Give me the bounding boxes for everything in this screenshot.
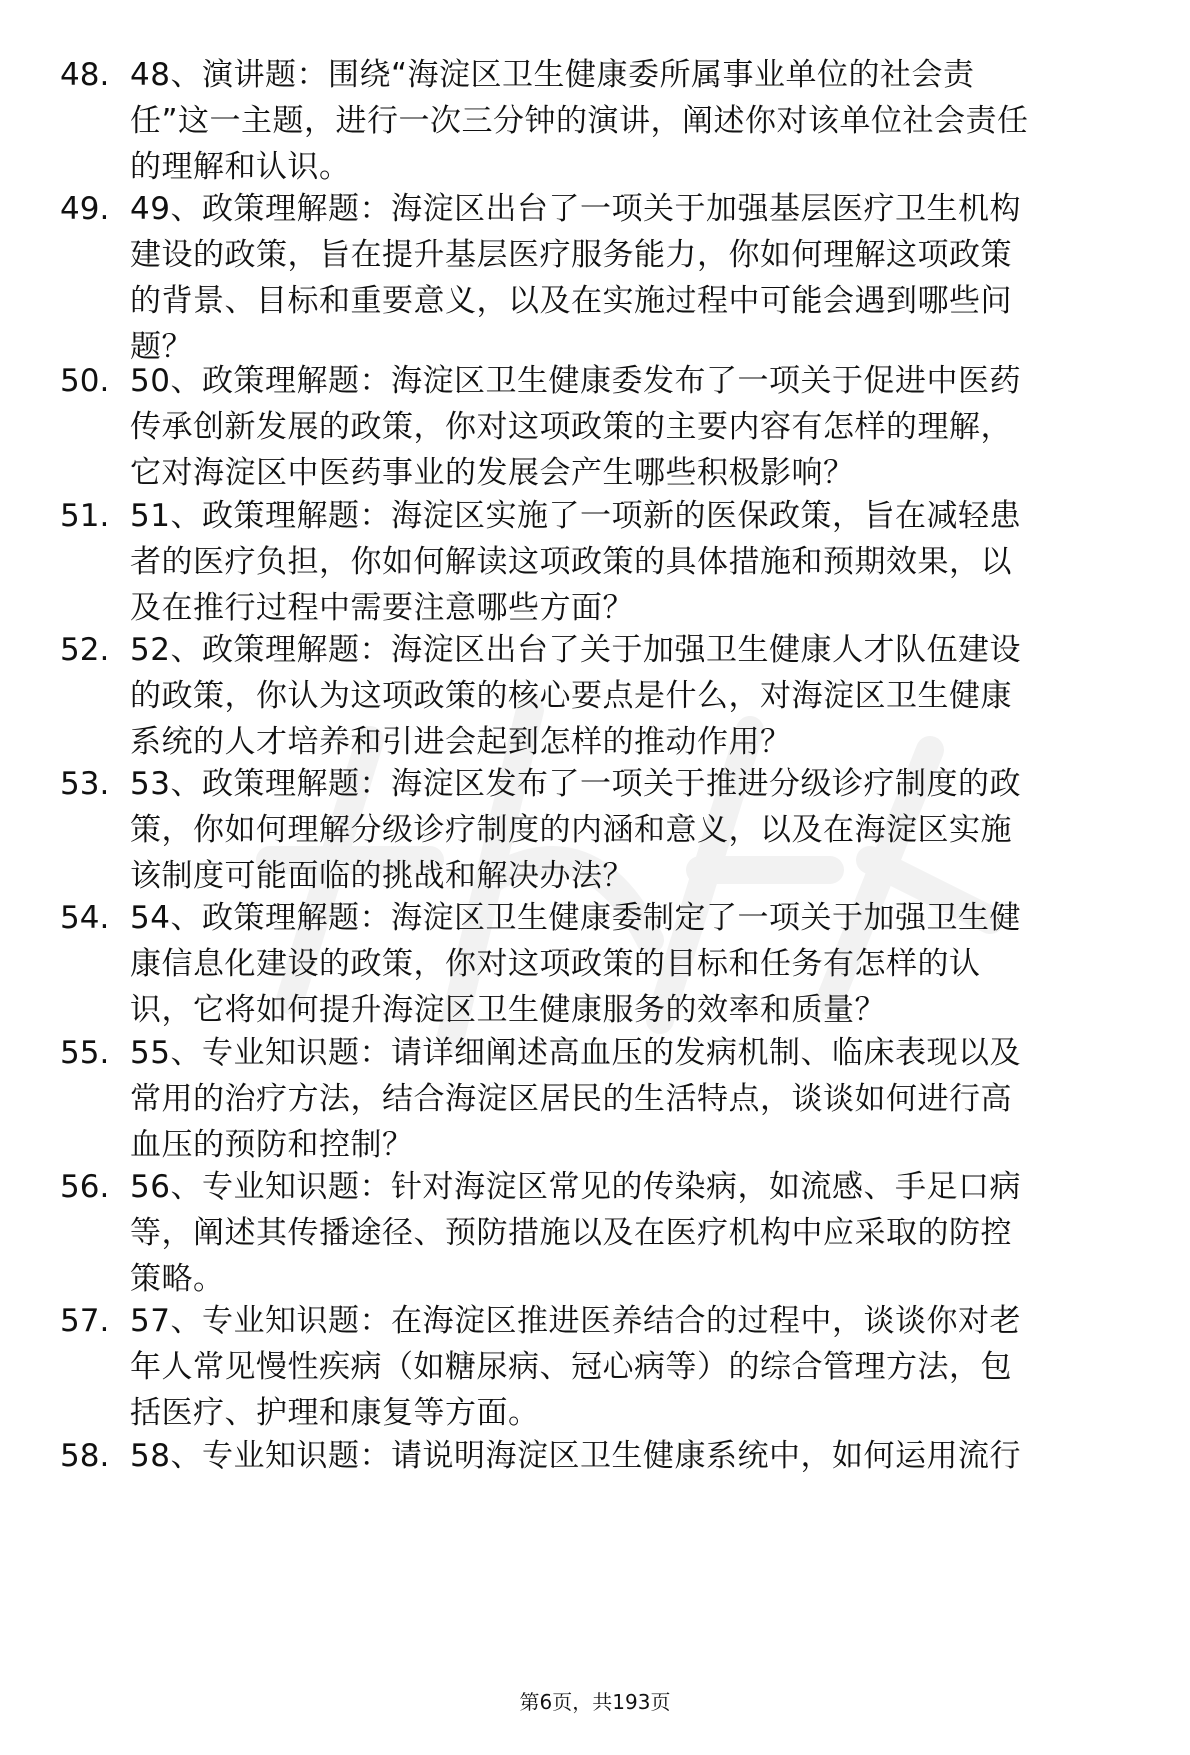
item-line: 58、专业知识题：请说明海淀区卫生健康系统中，如何运用流行: [130, 1438, 1021, 1474]
item-text: [130, 358, 1130, 496]
item-text: [130, 1030, 1130, 1168]
item-number: 48.: [60, 57, 110, 93]
item-text: [130, 895, 1130, 1033]
item-line: 康信息化建设的政策，你对这项政策的目标和任务有怎样的认: [130, 946, 981, 982]
item-text: [130, 52, 1130, 190]
item-line: 题？: [130, 329, 193, 365]
item-text: [130, 1298, 1130, 1436]
item-text: [130, 627, 1130, 765]
item-line: 56、专业知识题：针对海淀区常见的传染病，如流感、手足口病: [130, 1169, 1021, 1205]
item-line: 及在推行过程中需要注意哪些方面？: [130, 590, 634, 626]
item-line: 传承创新发展的政策，你对这项政策的主要内容有怎样的理解，: [130, 409, 1012, 445]
item-line: 48、演讲题：围绕“海淀区卫生健康委所属事业单位的社会责: [130, 57, 975, 93]
item-text: [130, 186, 1130, 370]
item-line: 识，它将如何提升海淀区卫生健康服务的效率和质量？: [130, 992, 886, 1028]
item-line: 52、政策理解题：海淀区出台了关于加强卫生健康人才队伍建设: [130, 632, 1021, 668]
item-line: 者的医疗负担，你如何解读这项政策的具体措施和预期效果，以: [130, 544, 1012, 580]
item-line: 等，阐述其传播途径、预防措施以及在医疗机构中应采取的防控: [130, 1215, 1012, 1251]
item-line: 该制度可能面临的挑战和解决办法？: [130, 858, 634, 894]
item-line: 57、专业知识题：在海淀区推进医养结合的过程中，谈谈你对老: [130, 1303, 1021, 1339]
item-text: [130, 1433, 1130, 1479]
item-line: 系统的人才培养和引进会起到怎样的推动作用？: [130, 724, 792, 760]
item-number: 51.: [60, 498, 110, 534]
item-line: 年人常见慢性疾病（如糖尿病、冠心病等）的综合管理方法，包: [130, 1349, 1012, 1385]
item-line: 它对海淀区中医药事业的发展会产生哪些积极影响？: [130, 455, 855, 491]
page-footer: 第6页，共193页: [519, 1690, 671, 1714]
item-text: [130, 493, 1130, 631]
item-number: 50.: [60, 363, 110, 399]
item-line: 51、政策理解题：海淀区实施了一项新的医保政策，旨在减轻患: [130, 498, 1021, 534]
item-number: 58.: [60, 1438, 110, 1474]
item-number: 57.: [60, 1303, 110, 1339]
item-number: 56.: [60, 1169, 110, 1205]
item-text: [130, 1164, 1130, 1302]
item-line: 血压的预防和控制？: [130, 1127, 414, 1163]
item-line: 的政策，你认为这项政策的核心要点是什么，对海淀区卫生健康: [130, 678, 1012, 714]
item-line: 建设的政策，旨在提升基层医疗服务能力，你如何理解这项政策: [130, 237, 1012, 273]
item-line: 49、政策理解题：海淀区出台了一项关于加强基层医疗卫生机构: [130, 191, 1021, 227]
item-line: 常用的治疗方法，结合海淀区居民的生活特点，谈谈如何进行高: [130, 1081, 1012, 1117]
item-text: [130, 761, 1130, 899]
item-number: 49.: [60, 191, 110, 227]
item-line: 53、政策理解题：海淀区发布了一项关于推进分级诊疗制度的政: [130, 766, 1021, 802]
item-number: 55.: [60, 1035, 110, 1071]
item-line: 55、专业知识题：请详细阐述高血压的发病机制、临床表现以及: [130, 1035, 1021, 1071]
item-number: 52.: [60, 632, 110, 668]
item-line: 策略。: [130, 1261, 225, 1297]
item-line: 括医疗、护理和康复等方面。: [130, 1395, 540, 1431]
item-line: 50、政策理解题：海淀区卫生健康委发布了一项关于促进中医药: [130, 363, 1021, 399]
item-line: 任”这一主题，进行一次三分钟的演讲，阐述你对该单位社会责任: [130, 103, 1029, 139]
item-line: 的背景、目标和重要意义，以及在实施过程中可能会遇到哪些问: [130, 283, 1012, 319]
item-number: 53.: [60, 766, 110, 802]
item-number: 54.: [60, 900, 110, 936]
item-line: 的理解和认识。: [130, 149, 351, 185]
item-line: 策，你如何理解分级诊疗制度的内涵和意义，以及在海淀区实施: [130, 812, 1012, 848]
item-line: 54、政策理解题：海淀区卫生健康委制定了一项关于加强卫生健: [130, 900, 1021, 936]
